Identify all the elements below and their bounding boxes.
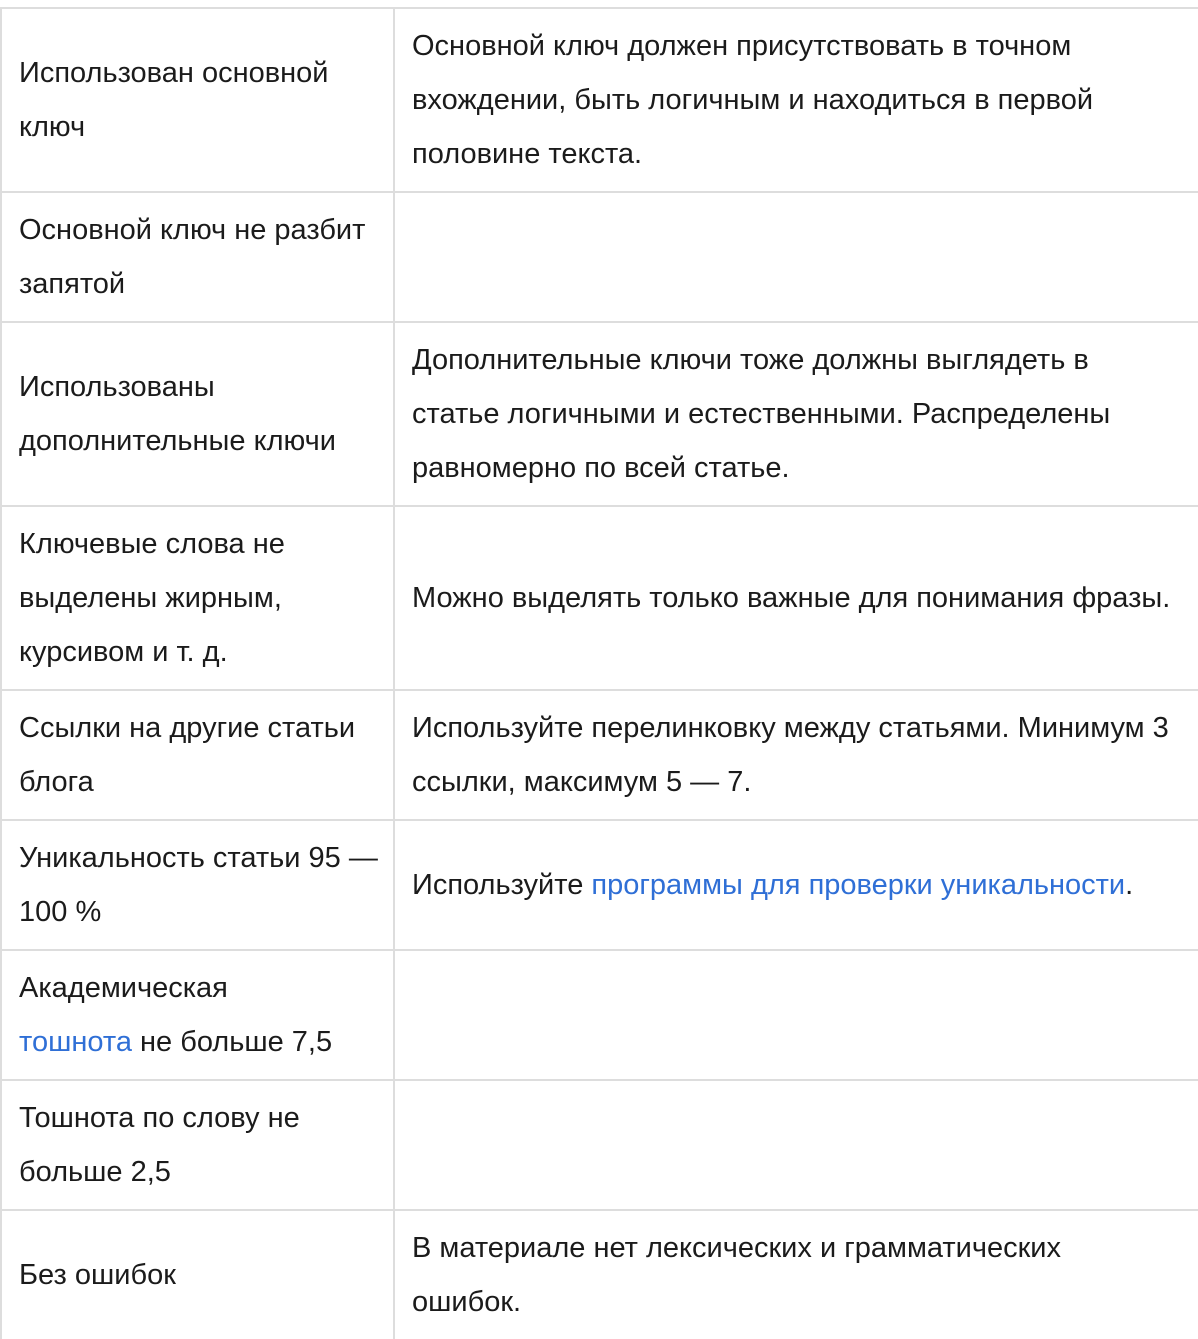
note-text: Используйте перелинковку между статьями. Минимум 3 ссылки, максимум 5 — 7. <box>412 712 1169 798</box>
criterion-cell <box>1 192 394 322</box>
criterion-text: Ссылки на другие статьи блога <box>19 712 356 798</box>
note-text: Можно выделять только важные для понимания фразы. <box>412 582 1171 614</box>
table-row <box>1 192 1198 322</box>
criterion-prefix: Академическая <box>19 972 228 1004</box>
note-text <box>412 1135 1178 1155</box>
criterion-cell <box>1 1080 394 1210</box>
criterion-cell <box>1 950 394 1080</box>
criterion-cell <box>1 8 394 192</box>
criterion-cell <box>1 506 394 690</box>
note-text: В материале нет лексических и грамматических ошибок. <box>412 1232 1062 1318</box>
table-row <box>1 322 1198 506</box>
note-cell <box>394 1080 1198 1210</box>
note-text <box>412 1005 1178 1025</box>
note-cell <box>394 950 1198 1080</box>
criterion-text: Уникальность статьи 95 — 100 % <box>19 842 378 928</box>
uniqueness-tools-link[interactable]: программы для проверки уникальности <box>591 869 1126 901</box>
note-cell <box>394 506 1198 690</box>
table-row <box>1 1080 1198 1210</box>
note-cell <box>394 322 1198 506</box>
criterion-text <box>19 951 383 1079</box>
note-cell <box>394 8 1198 192</box>
criterion-cell <box>1 322 394 506</box>
table-row <box>1 690 1198 820</box>
note-cell <box>394 690 1198 820</box>
criterion-cell <box>1 690 394 820</box>
note-cell <box>394 1210 1198 1339</box>
criterion-text: Тошнота по слову не больше 2,5 <box>19 1102 300 1188</box>
table-row <box>1 1210 1198 1339</box>
criterion-text: Без ошибок <box>19 1259 176 1291</box>
nausea-link[interactable]: тошнота <box>19 1026 132 1058</box>
note-text: Основной ключ должен присутствовать в точном вхождении, быть логичным и находиться в первой половине текста. <box>412 30 1094 170</box>
table-row <box>1 820 1198 950</box>
note-suffix: . <box>1125 869 1134 901</box>
note-text <box>412 848 1178 922</box>
criterion-cell <box>1 1210 394 1339</box>
note-text <box>412 247 1178 267</box>
table-row <box>1 950 1198 1080</box>
criterion-cell <box>1 820 394 950</box>
criterion-text: Использован основной ключ <box>19 57 329 143</box>
note-cell <box>394 820 1198 950</box>
note-prefix: Используйте <box>412 869 592 901</box>
criterion-text: Ключевые слова не выделены жирным, курсивом и т. д. <box>19 528 285 668</box>
note-cell <box>394 192 1198 322</box>
note-text: Дополнительные ключи тоже должны выглядеть в статье логичными и естественными. Распределены равномерно по всей статье. <box>412 344 1111 484</box>
table-row <box>1 506 1198 690</box>
criterion-suffix: не больше 7,5 <box>131 1026 333 1058</box>
criterion-text: Основной ключ не разбит запятой <box>19 214 366 300</box>
article-checklist-table <box>0 7 1198 1339</box>
table-row <box>1 8 1198 192</box>
criterion-text: Использованы дополнительные ключи <box>19 371 336 457</box>
